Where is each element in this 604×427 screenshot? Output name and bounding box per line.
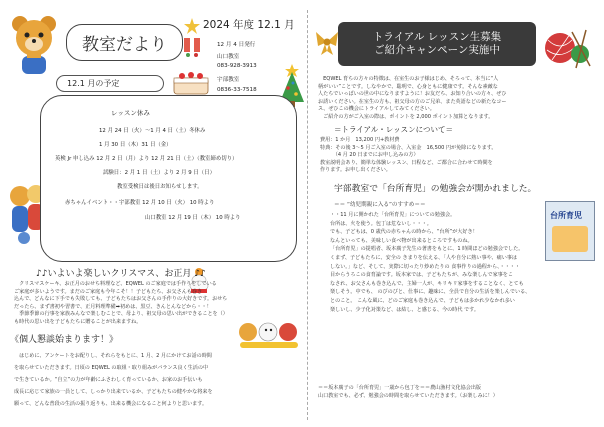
body-line: ス、ぜひこの機会にトライアルしてみてください。	[318, 106, 435, 112]
yarn-ball-illustration	[542, 26, 594, 72]
body-line: 人たちでいっぱいの世の中になりますように！お友だち、お知り合いの方々、ぜひ	[318, 91, 507, 97]
body-line: 費用：1 か月 13,200 円+教材費	[320, 137, 400, 143]
body-line: はじめに、アンケートをお配りし、それらをもとに、1 月、2 月にかけてお話の時間	[14, 353, 212, 359]
footer-line: ＝＝坂本廣子の「台所育児」一歳から包丁を＝＝農山漁村文化協会出版	[318, 385, 482, 391]
body-line: 成長に応じて家族の一員として、しっかり出来ているか、子どもたちの健やかな将来を	[14, 389, 213, 395]
body-line: しない。」など、そして、実際に切ったり炒めたりの 食事作りの過程から、・・・・	[330, 263, 520, 270]
banner-line-1: トライアル レッスン生募集	[372, 31, 502, 43]
body-line: くまず、子どもたちに、安全の きまりを伝える、「人や自分に熱い事や、痛い事は	[330, 254, 518, 261]
issue-date: 2024 年度 12.1 月	[203, 19, 295, 31]
christmas-heading: ♪♪いよいよ楽しいクリスマス、お正月 ♪♪	[36, 269, 206, 279]
body-line: ・・11 月に開かれた「台所育児」についての勉強会。	[330, 212, 456, 218]
schedule-line: 試験日：2 月 1 日（土）より 2 月 9 日（日）	[103, 170, 215, 176]
ube-classroom: 宇部教室	[217, 77, 240, 83]
column-divider	[307, 10, 308, 420]
body-line: ご家庭が多いようです。まだのご家庭も今年こそ！！子どもたち、お父さんも巻き	[14, 288, 203, 295]
body-line: 楽しいし、少子化対策など、は結し、と感じる、今の時代 です。	[330, 306, 479, 313]
ube-phone: 0836-33-7518	[217, 87, 257, 93]
body-line: も時代の思い出を子どもたちに贈ることが出来ますね。	[14, 318, 142, 325]
body-line: なされ、お父さんも巻き込んで、主婦一人が、キリキリ家事をすることなく、とても	[330, 280, 524, 287]
body-line: 台所は、火を使う。包丁は危ないし・・・。	[330, 220, 432, 227]
book-cover-image	[545, 201, 595, 261]
schedule-line: 1 月 30 日（木）31 日（金）	[99, 142, 172, 148]
kondan-body	[14, 350, 304, 410]
schedule-title: レッスン休み	[111, 109, 150, 117]
body-line: ご紹介の方がご入室の際は、ポイントを 2,000 ポイント加算となります。	[318, 113, 494, 120]
book-cover-illustration	[552, 226, 588, 252]
body-line: 特典：その後 3～5 月ご入室の場合、入室金 16,500 円が免除になります。	[320, 144, 497, 151]
body-line: なんといっても、美味しい食べ物が出来るところですものね。	[330, 237, 473, 244]
trial-details	[320, 137, 602, 175]
schedule-line: 英検 Jr 申し込み 12 月 2 日（月）より 12 月 21 日（土）（教室締め切り）	[55, 156, 238, 162]
trial-campaign-banner	[338, 22, 536, 66]
trial-heading: ＝トライアル・レッスンについて＝	[334, 125, 454, 134]
body-line: 「台所育児」の提唱者、坂本廣子先生の著書をもとに、1 時間ほどの勉強会でした。	[330, 246, 524, 253]
schedule-line: 12 月 24 日（火）～1 月 4 日（土）冬休み	[99, 128, 206, 134]
schedule-label: 12.1 月の予定	[56, 75, 164, 92]
book-title: 台所育児	[550, 211, 582, 220]
issue-published: 12 月 4 日発行	[217, 42, 256, 48]
newsletter-title: 教室だより	[66, 24, 183, 61]
bear-mascot-illustration	[8, 12, 60, 78]
kondan-heading: 《個人懇談始まります！》	[10, 335, 119, 345]
body-line: でも、子どもは、0 歳代の赤ちゃんの時から、“台所”が大好き！	[330, 229, 478, 236]
cake-illustration	[172, 66, 210, 96]
yamaguchi-phone: 083-928-3913	[217, 63, 257, 69]
body-line: で生きているか。“自立”の力が年齢にふさわしく育っているか、お家のお手伝いも	[14, 377, 203, 383]
body-line: 柄がいい”ことです。しなやかで、聡明で、心身ともに健康です。そんな素敵な	[318, 83, 498, 90]
body-line: 季節季節の行事を家族みんなで楽しむことで、母より、祖父母の思い出ができることを（）	[14, 311, 228, 317]
body-line: 込んで、どんなに下手でも失敗しても、子どもたちはお父さんの手作りの大好きです。おせち	[14, 296, 228, 302]
schedule-line: 赤ちゃんイベント・・宇部教室 12 月 10 日（火） 10 時より	[65, 200, 215, 206]
body-line: だったら、まず書初や習書で、正月料理準備➡初めは、黒豆、きんとんなどから・・！	[14, 303, 212, 310]
ribbon-illustration	[314, 28, 340, 56]
body-line: EQWEL 育ちの方々の特徴は、在室生のお子様はじめ、そろって、本当に“人	[318, 76, 499, 82]
body-line: 目からうろこの食育論です。坂本家では、子どもたちが、みな楽しんで家事をこ	[330, 272, 513, 279]
body-line: （4 月 20 日までにお申し込みの方）	[320, 152, 419, 158]
body-line: 教室説明会あり、簡単な体験レッスン、日程など、ご都合に合わせて時間を	[320, 159, 493, 166]
body-line: クリスマスケーキ、お正月のおせち料理など、EQWEL のご家庭では手作りをしている	[14, 281, 217, 287]
body-line: 楽しそう。中でも、 のびのびと、仕事に、趣味に、全員で自分の生活を楽しんでいる、	[330, 289, 531, 296]
ube-subheading: ＝＝ “幼児期親に入る”のすすめ＝＝	[334, 202, 426, 208]
body-line: 願って、どんな普段の生活の振り返りも、出来る機会になること何よりと思います。	[14, 401, 208, 407]
footer-note	[318, 385, 600, 400]
body-line: お誘いください。在室生の方も、祖父母の方のご兄弟、また英語などの新たなコー	[318, 98, 507, 105]
body-line: を取らせていただきます。日頃の EQWEL の取組・取り組みがバランス良く生活の中	[14, 365, 209, 371]
christmas-body	[14, 281, 304, 326]
schedule-box	[40, 95, 297, 262]
schedule-line: 教室受検日は後日お知らせします。	[117, 184, 203, 190]
body-line: とのこと。 こんな風に、どのご家庭も巻き込んで、子どもは多かれ少なかれ多い	[330, 297, 515, 304]
trial-intro	[318, 76, 600, 121]
ube-heading: 宇部教室で「台所育児」の勉強会が開かれました。	[334, 184, 537, 194]
gift-star-decoration	[182, 18, 202, 58]
body-line: 作ります。お申し出ください。	[320, 167, 391, 173]
yamaguchi-classroom: 山口教室	[217, 54, 240, 60]
footer-line: 山口教室でも、必ず、勉強会の時間を取らせていただきます。（お楽しみに！）	[318, 392, 498, 399]
banner-line-2: ご紹介キャンペーン実施中	[374, 44, 500, 56]
schedule-line: 山口教室 12 月 19 日（木） 10 時より	[145, 215, 241, 221]
